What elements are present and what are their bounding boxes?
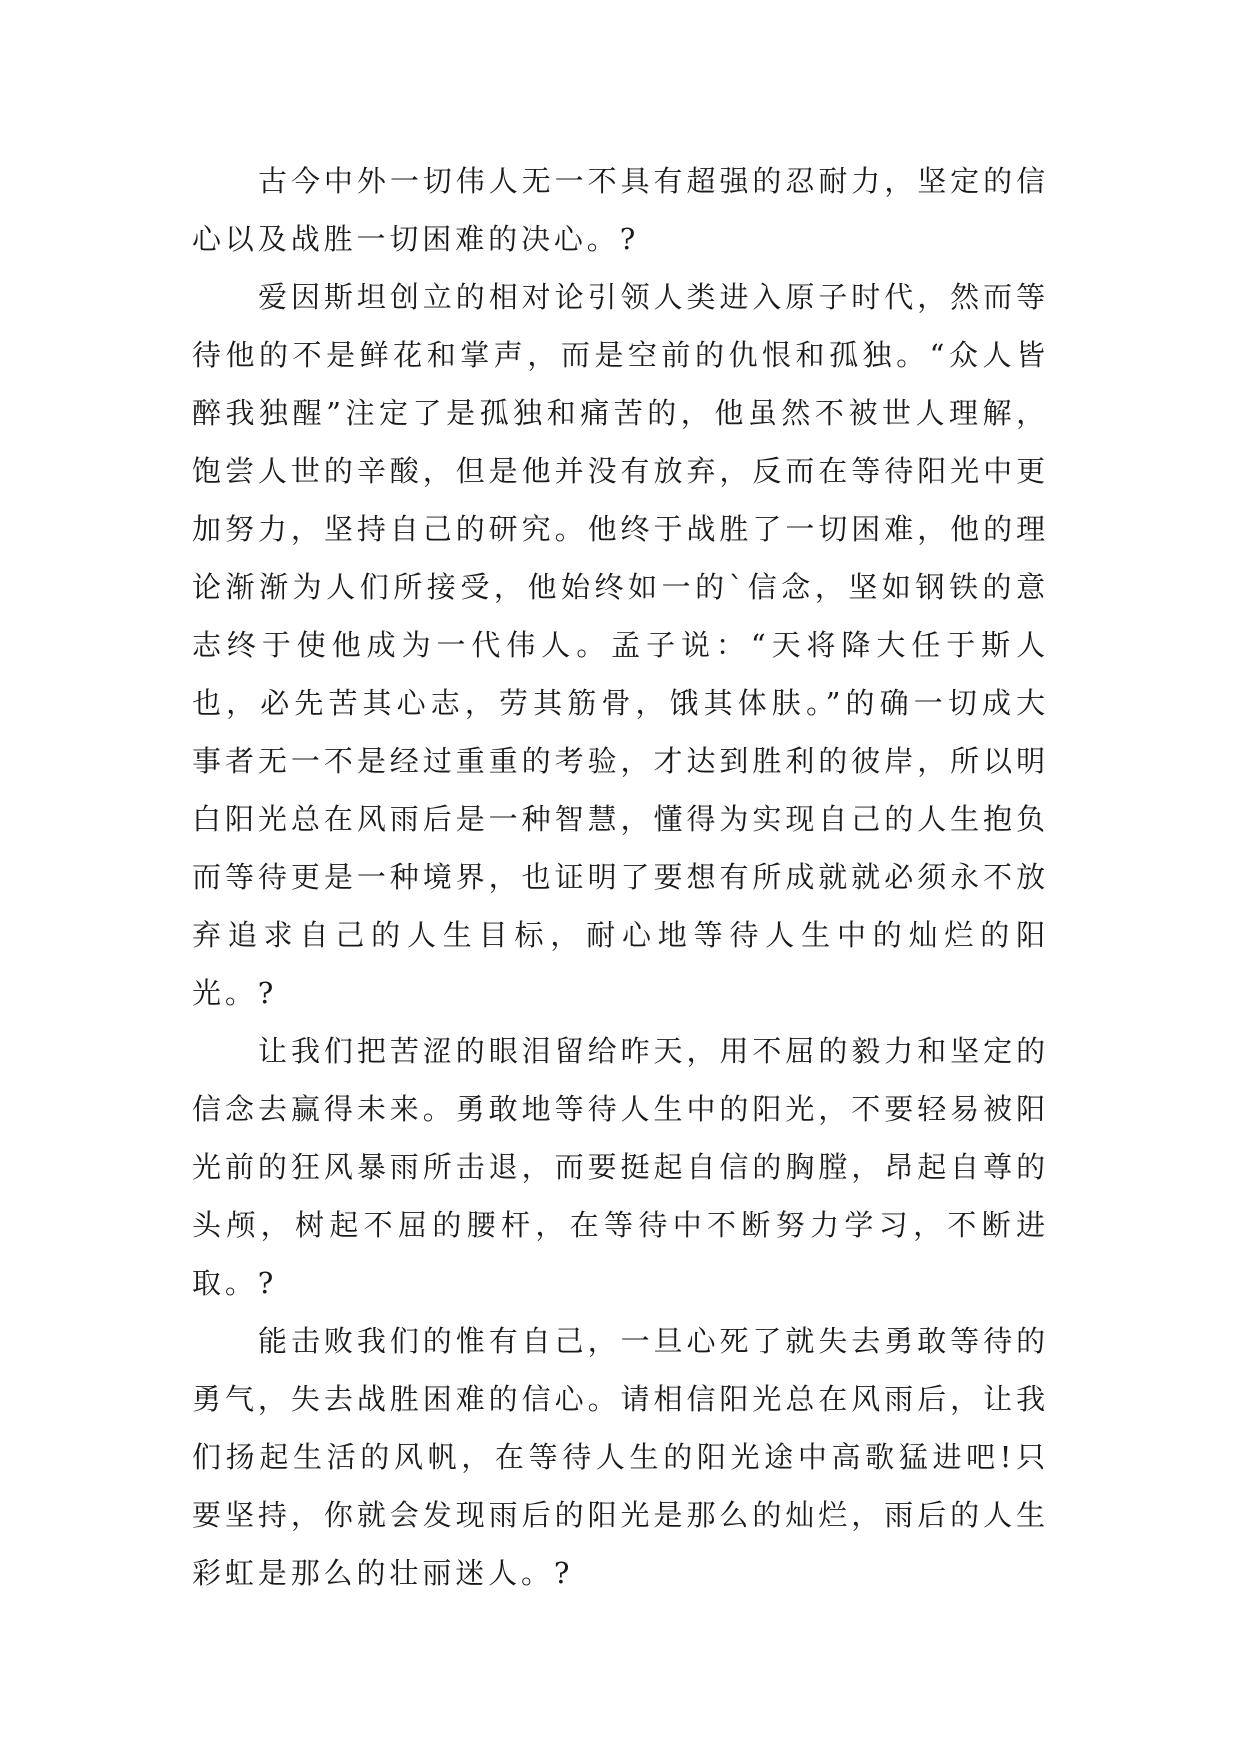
document-body — [192, 152, 1049, 1602]
paragraph-3: 让我们把苦涩的眼泪留给昨天，用不屈的毅力和坚定的信念去赢得未来。勇敢地等待人生中的阳光，不要轻易被阳光前的狂风暴雨所击退，而要挺起自信的胸膛，昂起自尊的头颅，树起不屈的腰杆，在等待中不断努力学习，不断进取。? — [192, 1034, 1049, 1300]
paragraph-1: 古今中外一切伟人无一不具有超强的忍耐力，坚定的信心以及战胜一切困难的决心。? — [192, 164, 1049, 256]
paragraph-2: 爱因斯坦创立的相对论引领人类进入原子时代，然而等待他的不是鲜花和掌声，而是空前的仇恨和孤独。“众人皆醉我独醒”注定了是孤独和痛苦的，他虽然不被世人理解，饱尝人世的辛酸，但是他并没有放弃，反而在等待阳光中更加努力，坚持自己的研究。他终于战胜了一切困难，他的理论渐渐为人们所接受，他始终如一的`信念，坚如钢铁的意志终于使他成为一代伟人。孟子说：“天将降大任于斯人也，必先苦其心志，劳其筋骨，饿其体肤。”的确一切成大事者无一不是经过重重的考验，才达到胜利的彼岸，所以明白阳光总在风雨后是一种智慧，懂得为实现自己的人生抱负而等待更是一种境界，也证明了要想有所成就就必须永不放弃追求自己的人生目标，耐心地等待人生中的灿烂的阳光。? — [192, 280, 1049, 1010]
paragraph-4: 能击败我们的惟有自己，一旦心死了就失去勇敢等待的勇气，失去战胜困难的信心。请相信阳光总在风雨后，让我们扬起生活的风帆，在等待人生的阳光途中高歌猛进吧!只要坚持，你就会发现雨后的阳光是那么的灿烂，雨后的人生彩虹是那么的壮丽迷人。? — [192, 1324, 1049, 1590]
